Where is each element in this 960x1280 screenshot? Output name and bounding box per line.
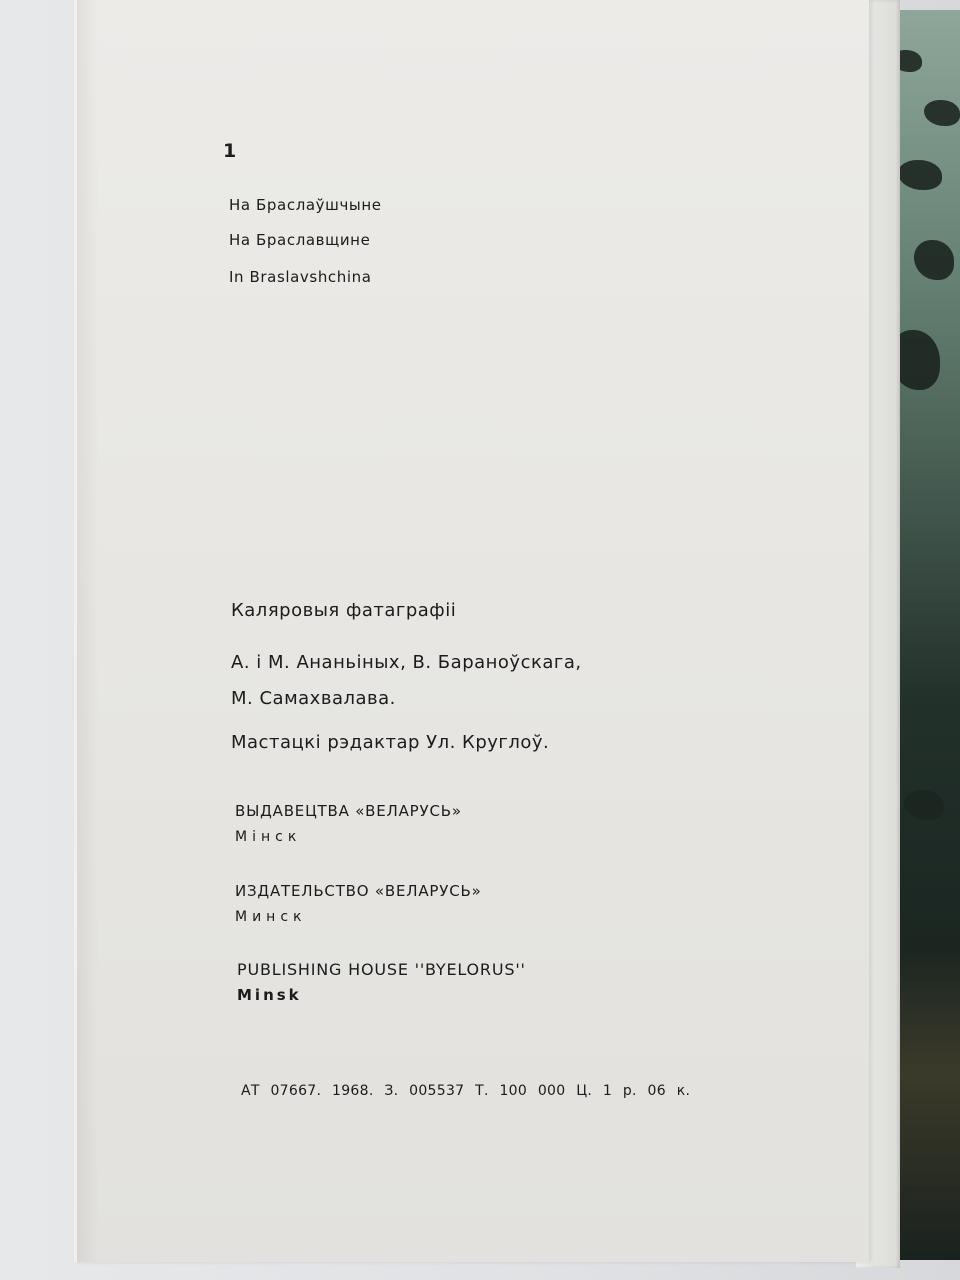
credits-authors-line2: М. Самахвалава. bbox=[231, 688, 396, 709]
publisher-city-belarusian: Мінск bbox=[235, 829, 302, 845]
page-number: 1 bbox=[223, 140, 237, 162]
publisher-belarusian: ВЫДАВЕЦТВА «ВЕЛАРУСЬ» bbox=[235, 802, 462, 820]
title-english: In Braslavshchina bbox=[229, 268, 372, 286]
credits-heading: Каляровыя фатаграфіі bbox=[231, 600, 457, 621]
publisher-russian: ИЗДАТЕЛЬСТВО «ВЕЛАРУСЬ» bbox=[235, 882, 482, 900]
publisher-city-russian: Минск bbox=[235, 909, 307, 925]
imprint-line: АТ 07667. 1968. З. 005537 Т. 100 000 Ц. 1 р. 06 к. bbox=[241, 1083, 691, 1099]
credits-authors-line1: А. і М. Ананьіных, В. Бараноўскага, bbox=[231, 652, 582, 673]
publisher-city-english: Minsk bbox=[237, 986, 302, 1004]
foliage-shape bbox=[914, 240, 954, 280]
title-russian: На Браславщине bbox=[229, 231, 371, 249]
publisher-english: PUBLISHING HOUSE ''BYELORUS'' bbox=[237, 960, 526, 979]
foliage-shape bbox=[898, 160, 942, 190]
credits-editor: Мастацкі рэдактар Ул. Круглоў. bbox=[231, 732, 550, 753]
title-belarusian: На Браслаўшчыне bbox=[229, 196, 382, 214]
book-page bbox=[74, 0, 869, 1262]
foliage-shape bbox=[904, 790, 944, 820]
foliage-shape bbox=[924, 100, 960, 126]
